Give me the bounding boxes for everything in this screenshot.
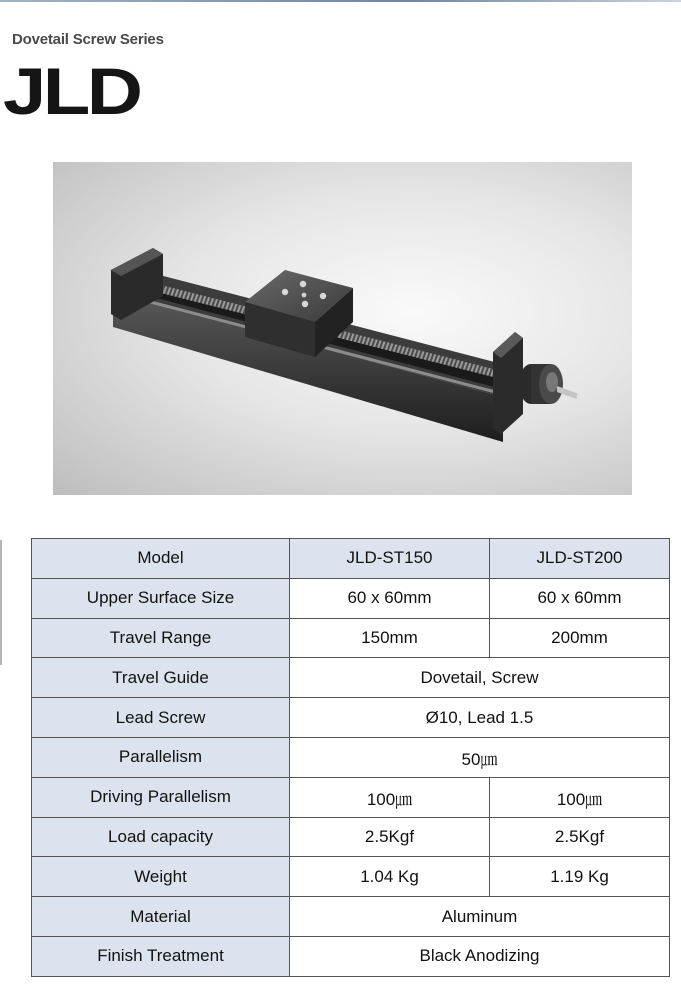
table-row — [32, 737, 670, 777]
header-label-cell: Model — [32, 539, 290, 579]
row-value-2: 2.5Kgf — [490, 817, 670, 857]
table-row — [32, 817, 670, 857]
row-value-merged: Aluminum — [290, 897, 670, 937]
row-value-1: 2.5Kgf — [290, 817, 490, 857]
model-title: JLD — [3, 54, 140, 128]
table-row — [32, 658, 670, 698]
row-label: Weight — [32, 857, 290, 897]
row-value-merged: Dovetail, Screw — [290, 658, 670, 698]
row-value-merged: Black Anodizing — [290, 936, 670, 976]
row-value-merged: Ø10, Lead 1.5 — [290, 698, 670, 738]
row-value-1: 100㎛ — [290, 777, 490, 817]
row-label: Load capacity — [32, 817, 290, 857]
row-value-2: 60 x 60mm — [490, 578, 670, 618]
row-value-2: 1.19 Kg — [490, 857, 670, 897]
row-value-merged: 50㎛ — [290, 737, 670, 777]
row-value-1: 1.04 Kg — [290, 857, 490, 897]
row-value-1: 150mm — [290, 618, 490, 658]
row-label: Travel Guide — [32, 658, 290, 698]
header-model-1: JLD-ST150 — [290, 539, 490, 579]
table-row — [32, 897, 670, 937]
row-label: Finish Treatment — [32, 936, 290, 976]
row-label: Upper Surface Size — [32, 578, 290, 618]
side-marker — [0, 540, 2, 665]
table-row — [32, 578, 670, 618]
series-title: Dovetail Screw Series — [12, 31, 164, 48]
row-value-1: 60 x 60mm — [290, 578, 490, 618]
table-row — [32, 936, 670, 976]
header-model-2: JLD-ST200 — [490, 539, 670, 579]
top-divider — [0, 0, 681, 2]
table-header-row — [32, 539, 670, 579]
spec-table — [31, 538, 670, 977]
row-label: Travel Range — [32, 618, 290, 658]
table-row — [32, 698, 670, 738]
row-value-2: 100㎛ — [490, 777, 670, 817]
linear-stage-icon — [53, 162, 632, 495]
row-label: Driving Parallelism — [32, 777, 290, 817]
table-row — [32, 857, 670, 897]
table-row — [32, 777, 670, 817]
table-row — [32, 618, 670, 658]
row-label: Lead Screw — [32, 698, 290, 738]
row-label: Parallelism — [32, 737, 290, 777]
row-label: Material — [32, 897, 290, 937]
product-photo — [53, 162, 632, 495]
row-value-2: 200mm — [490, 618, 670, 658]
